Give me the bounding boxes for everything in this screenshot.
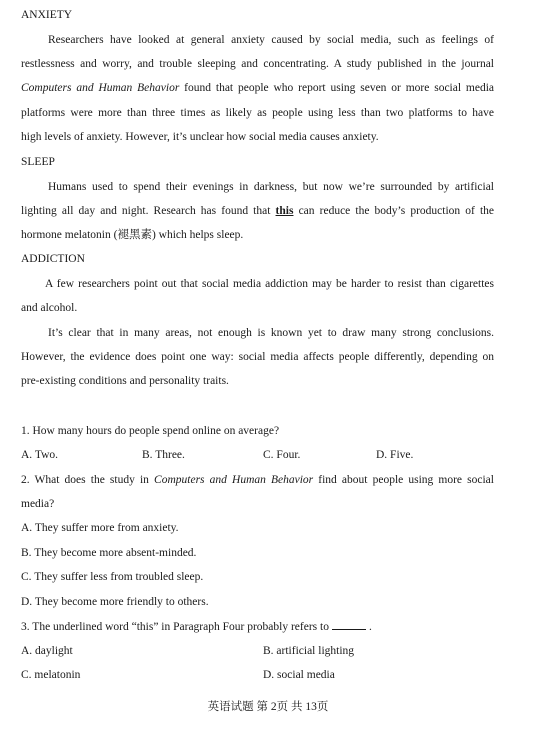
conclusion-line-2: However, the evidence does point one way: social media affects people differently, depending on <box>21 351 494 363</box>
sleep-heading: SLEEP <box>21 156 55 168</box>
question-3-option-d: D. social media <box>263 669 335 681</box>
anxiety-line-5: high levels of anxiety. However, it’s unclear how social media causes anxiety. <box>21 131 379 143</box>
addiction-heading: ADDICTION <box>21 253 85 265</box>
anxiety-line-3 <box>21 81 494 95</box>
conclusion-line-1: It’s clear that in many areas, not enough is known yet to draw many strong conclusions. <box>48 327 494 339</box>
anxiety-line-2: restlessness and worry, and trouble sleeping and concentrating. A study published in the journal <box>21 58 494 70</box>
question-2-stem <box>21 473 494 487</box>
question-1-option-c: C. Four. <box>263 449 301 461</box>
sleep-line-1: Humans used to spend their evenings in darkness, but now we’re surrounded by artificial <box>48 181 494 193</box>
question-3-stem-b: . <box>368 621 372 633</box>
page-footer: 英语试题 第 2页 共 13页 <box>207 701 329 713</box>
question-3-option-c: C. melatonin <box>21 669 81 681</box>
question-2-stem-cont: media? <box>21 498 55 510</box>
question-2-stem-b: find about people using more social <box>313 474 494 486</box>
underlined-word-this: this <box>275 205 294 217</box>
addiction-line-2: and alcohol. <box>21 302 78 314</box>
question-3-option-b: B. artificial lighting <box>263 645 355 657</box>
question-2-option-d: D. They become more friendly to others. <box>21 596 209 608</box>
question-2-stem-a: 2. What does the study in <box>21 474 155 486</box>
question-2-option-b: B. They become more absent-minded. <box>21 547 197 559</box>
sleep-line-2-a: lighting all day and night. Research has found that <box>21 205 276 217</box>
question-2-journal-title: Computers and Human Behavior <box>154 474 314 486</box>
sleep-line-2-b: can reduce the body’s production of the <box>293 205 494 217</box>
sleep-line-2 <box>21 204 494 218</box>
question-1-stem: 1. How many hours do people spend online on average? <box>21 425 280 437</box>
conclusion-line-3: pre-existing conditions and personality traits. <box>21 375 229 387</box>
question-2-option-c: C. They suffer less from troubled sleep. <box>21 571 204 583</box>
question-3-stem-a: 3. The underlined word “this” in Paragraph Four probably refers to <box>21 621 329 633</box>
anxiety-heading: ANXIETY <box>21 9 73 21</box>
anxiety-line-4: platforms were more than three times as likely as people using less than two platforms to have <box>21 107 494 119</box>
question-3-option-a: A. daylight <box>21 645 73 657</box>
question-1-option-d: D. Five. <box>376 449 414 461</box>
addiction-line-1: A few researchers point out that social media addiction may be harder to resist than cigarettes <box>45 278 494 290</box>
question-3-stem <box>21 619 372 634</box>
question-1-option-b: B. Three. <box>142 449 185 461</box>
anxiety-line-1: Researchers have looked at general anxiety caused by social media, such as feelings of <box>48 34 494 46</box>
answer-blank <box>332 619 366 630</box>
question-2-option-a: A. They suffer more from anxiety. <box>21 522 179 534</box>
anxiety-line-3-rest: found that people who report using seven or more social media <box>179 82 494 94</box>
sleep-line-3: hormone melatonin (褪黑素) which helps sleep. <box>21 229 244 241</box>
question-1-option-a: A. Two. <box>21 449 58 461</box>
journal-title: Computers and Human Behavior <box>21 82 180 94</box>
